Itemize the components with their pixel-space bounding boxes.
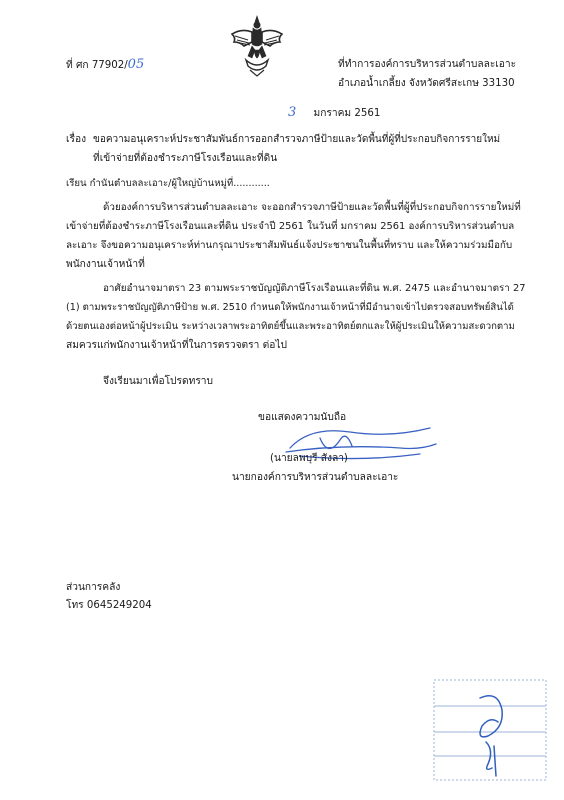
garuda-emblem xyxy=(228,14,286,78)
subject-line2: ที่เข้าจ่ายที่ต้องชำระภาษีโรงเรือนและที่ดิน xyxy=(93,153,278,164)
paragraph2-line: ด้วยตนเองต่อหน้าผู้ประเมิน ระหว่างเวลาพระอาทิตย์ขึ้นและพระอาทิตย์ตกและให้ผู้ประเมินให้ความสะดวกตาม xyxy=(66,321,515,332)
subject-line1: ขอความอนุเคราะห์ประชาสัมพันธ์การออกสำรวจภาษีป้ายและวัดพื้นที่ผู้ที่ประกอบกิจการรายใหม่ xyxy=(93,134,501,145)
subject-label: เรื่อง xyxy=(66,134,87,145)
paragraph2-line: สมควรแก่พนักงานเจ้าหน้าที่ในการตรวจตรา ต่อไป xyxy=(66,340,287,351)
handwritten-day: 3 xyxy=(288,105,297,120)
paragraph1-line: พนักงานเจ้าหน้าที่ xyxy=(66,259,145,270)
document-number xyxy=(66,58,144,73)
addressee: เรียน กำนันตำบลละเอาะ/ผู้ใหญ่บ้านหมู่ที่............ xyxy=(66,178,270,189)
paragraph1-line: ด้วยองค์การบริหารส่วนตำบลละเอาะ จะออกสำรวจภาษีป้ายและวัดพื้นที่ผู้ที่ประกอบกิจการรายใหม่ที่ xyxy=(103,202,521,213)
handwritten-number: 05 xyxy=(127,57,145,72)
signatory-title: นายกองค์การบริหารส่วนตำบลละเอาะ xyxy=(232,472,399,483)
received-stamp xyxy=(432,676,552,788)
phone-number: โทร 0645249204 xyxy=(66,600,152,611)
paragraph1-line: ละเอาะ จึงขอความอนุเคราะห์ท่านกรุณาประชาสัมพันธ์แจ้งประชาชนในพื้นที่ทราบ และให้ความร่วมมือกับ xyxy=(66,240,513,251)
department-name: ส่วนการคลัง xyxy=(66,582,121,593)
sender-address-line2: อำเภอน้ำเกลี้ยง จังหวัดศรีสะเกษ 33130 xyxy=(338,78,515,89)
paragraph1-line: เข้าจ่ายที่ต้องชำระภาษีโรงเรือนและที่ดิน ประจำปี 2561 ในวันที่ มกราคม 2561 องค์การบริหารส่วนตำบล xyxy=(66,221,515,232)
signatory-name: (นายลพบุรี สังลา) xyxy=(270,453,348,464)
paragraph2-line: อาศัยอำนาจมาตรา 23 ตามพระราชบัญญัติภาษีโรงเรือนและที่ดิน พ.ศ. 2475 และอำนาจมาตรา 27 xyxy=(103,283,526,294)
document-number-prefix: ที่ ศก 77902/ xyxy=(66,60,128,71)
document-date xyxy=(288,106,380,121)
paragraph2-line: (1) ตามพระราชบัญญัติภาษีป้าย พ.ศ. 2510 กำหนดให้พนักงานเจ้าหน้าที่มีอำนาจเข้าไปตรวจสอบทรัพย์สินได้ xyxy=(66,302,514,313)
sender-address-line1: ที่ทำการองค์การบริหารส่วนตำบลละเอาะ xyxy=(338,59,517,70)
respect-closing: ขอแสดงความนับถือ xyxy=(258,412,347,423)
date-month-year: มกราคม 2561 xyxy=(313,108,381,119)
closing-request: จึงเรียนมาเพื่อโปรดทราบ xyxy=(103,376,213,387)
